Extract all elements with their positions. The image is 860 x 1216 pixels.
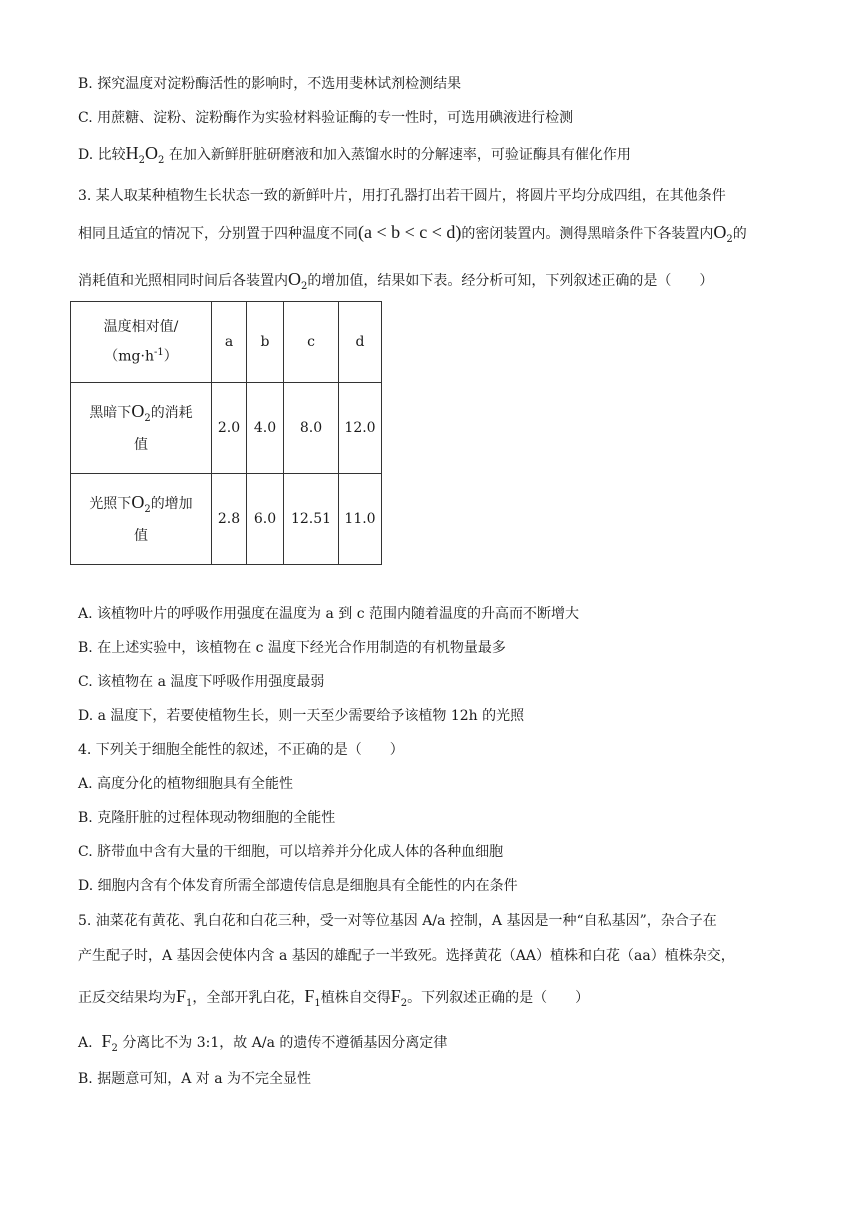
- header-label-line2: $(mg\cdot h^{-1})$: [104, 347, 178, 365]
- q4-stem: 4. 下列关于细胞全能性的叙述，不正确的是（ ）: [78, 742, 404, 758]
- q3-option-c: C. 该植物在 a 温度下呼吸作用强度最弱: [78, 674, 325, 690]
- q4-option-a: A. 高度分化的植物细胞具有全能性: [78, 776, 294, 792]
- table-cell: 11.0: [339, 474, 382, 565]
- q4-option-b: B. 克隆肝脏的过程体现动物细胞的全能性: [78, 810, 336, 826]
- q5-option-a: A. $F_2$ 分离比不为 3:1，故 A/a 的遗传不遵循基因分离定律: [78, 1031, 448, 1054]
- q2-option-c: C. 用蔗糖、淀粉、淀粉酶作为实验材料验证酶的专一性时，可选用碘液进行检测: [78, 110, 574, 126]
- table-cell: 4.0: [247, 383, 284, 474]
- q5-stem-line2: 产生配子时，A 基因会使体内含 a 基因的雄配子一半致死。选择黄花（AA）植株和白花（aa）植株杂交，: [78, 948, 735, 964]
- row-label-dark: 黑暗下$O_2$的消耗 值: [71, 383, 212, 474]
- table-cell: 12.0: [339, 383, 382, 474]
- col-d: d: [339, 302, 382, 383]
- col-c: c: [284, 302, 339, 383]
- table-cell: 6.0: [247, 474, 284, 565]
- q3-option-b: B. 在上述实验中，该植物在 c 温度下经光合作用制造的有机物量最多: [78, 640, 506, 656]
- header-label-line1: 温度相对值/: [103, 319, 179, 336]
- table-row: [71, 383, 382, 474]
- q3-stem-line1: 3. 某人取某种植物生长状态一致的新鲜叶片，用打孔器打出若干圆片，将圆片平均分成四组，在其他条件: [78, 188, 726, 204]
- table-cell: 2.8: [212, 474, 247, 565]
- q2-option-b: B. 探究温度对淀粉酶活性的影响时，不选用斐林试剂检测结果: [78, 76, 462, 92]
- q3-option-a: A. 该植物叶片的呼吸作用强度在温度为 a 到 c 范围内随着温度的升高而不断增大: [78, 606, 579, 622]
- q5-stem-line1: 5. 油菜花有黄花、乳白花和白花三种，受一对等位基因 A/a 控制，A 基因是一种“自私基因”，杂合子在: [78, 913, 717, 929]
- q5-option-b: B. 据题意可知，A 对 a 为不完全显性: [78, 1071, 311, 1087]
- row-label-light: 光照下$O_2$的增加 值: [71, 474, 212, 565]
- table-header-row: [71, 302, 382, 383]
- q3-stem-line2: 相同且适宜的情况下，分别置于四种温度不同(a < b < c < d)的密闭装置内。测得黑暗条件下各装置内$O_2$的: [78, 222, 747, 245]
- q2-option-d: D. 比较$H_2O_2$ 在加入新鲜肝脏研磨液和加入蒸馏水时的分解速率，可验证酶具有催化作用: [78, 143, 631, 166]
- q3-stem-line3: 消耗值和光照相同时间后各装置内$O_2$的增加值，结果如下表。经分析可知，下列叙述正确的是（ ）: [78, 269, 714, 292]
- table-cell: 8.0: [284, 383, 339, 474]
- q3-option-d: D. a 温度下，若要使植物生长，则一天至少需要给予该植物 12h 的光照: [78, 708, 525, 724]
- q5-stem-line3: 正反交结果均为$F_1$，全部开乳白花，$F_1$植株自交得$F_2$。下列叙述正确的是（ ）: [78, 986, 590, 1009]
- table-cell: 12.51: [284, 474, 339, 565]
- table-header-cell: [71, 302, 212, 383]
- col-a: a: [212, 302, 247, 383]
- q4-option-d: D. 细胞内含有个体发育所需全部遗传信息是细胞具有全能性的内在条件: [78, 878, 518, 894]
- col-b: b: [247, 302, 284, 383]
- q4-option-c: C. 脐带血中含有大量的干细胞，可以培养并分化成人体的各种血细胞: [78, 844, 504, 860]
- q3-data-table: [70, 301, 382, 565]
- table-cell: 2.0: [212, 383, 247, 474]
- table-row: [71, 474, 382, 565]
